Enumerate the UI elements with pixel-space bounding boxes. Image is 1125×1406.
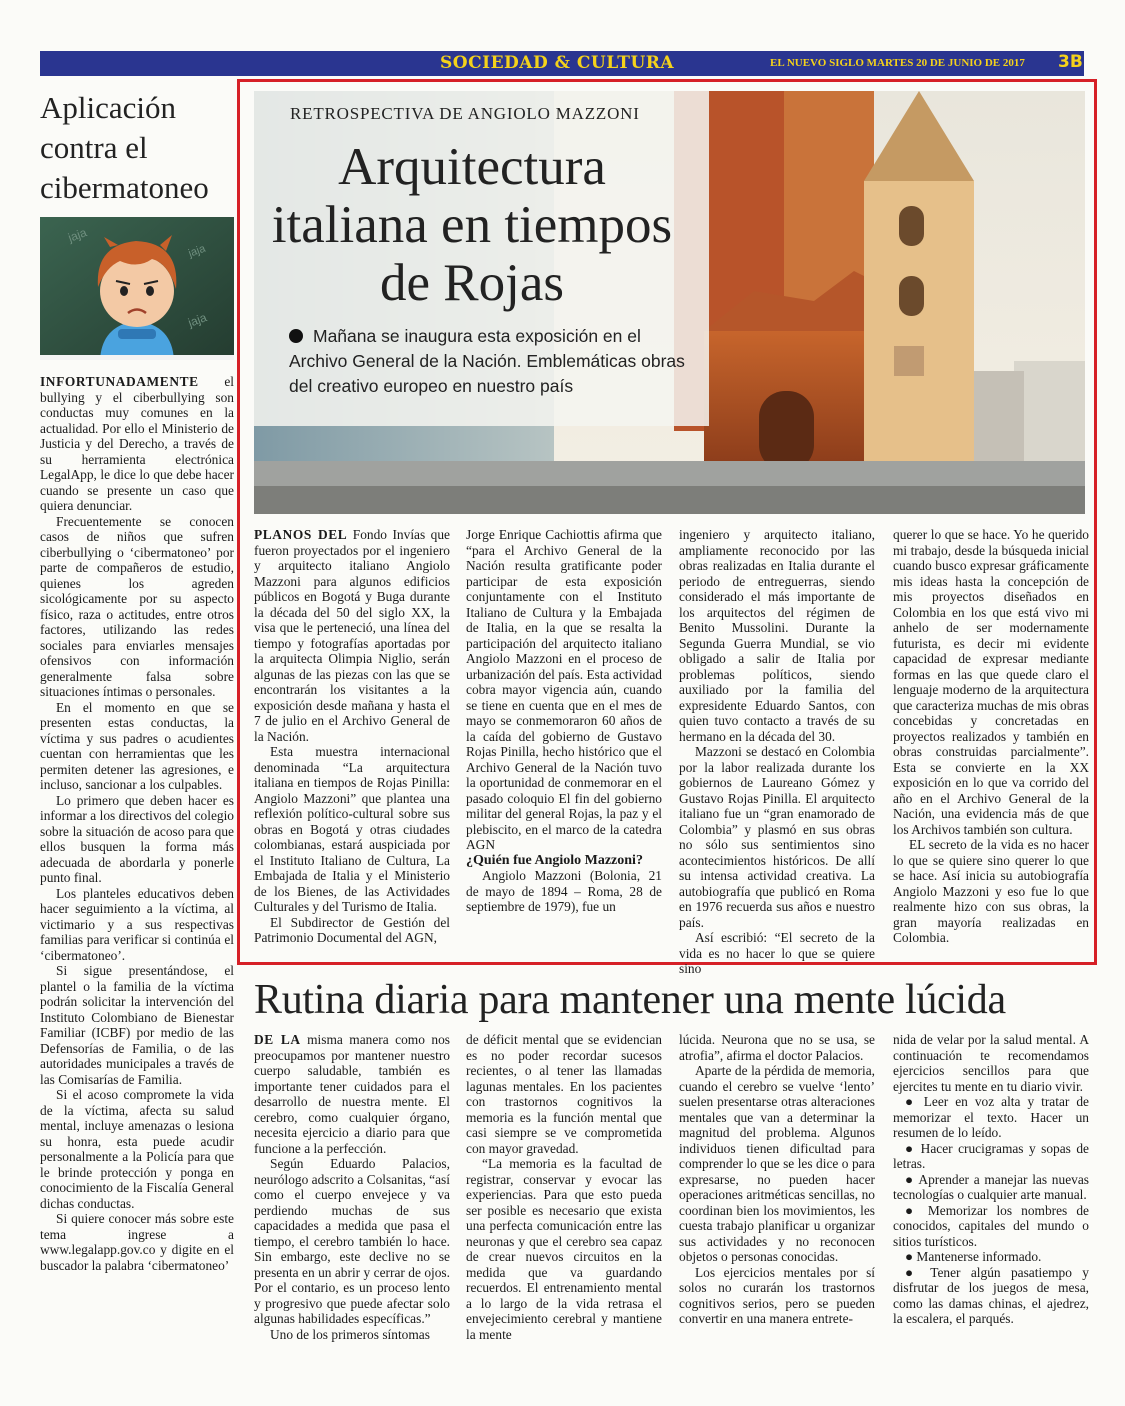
sidebar-body	[40, 374, 234, 1273]
sidebar-paragraph: INFORTUNADAMENTE el bullying y el ciberbullying son conductas muy comunes en la actualidad. Por ello el Ministerio de Justicia y del Derecho, a través de su herramienta electrónica LegalApp, le dice lo que debe hacer cuando se presente un caso que quiera denunciar.	[40, 374, 234, 513]
svg-text:jaja: jaja	[186, 242, 208, 260]
feature-column-4	[893, 527, 1089, 946]
sidebar-paragraph: Si sigue presentándose, el plantel o la familia de la víctima podrán solicitar la intervención del Instituto Colombiano de Bienestar Familiar (ICBF) por medio de las Defensorías de Familia, o de las autoridades municipales a través de las Comisarías de Familia.	[40, 963, 234, 1087]
feature-column-2	[466, 527, 662, 915]
feature-paragraph: ingeniero y arquitecto italiano, ampliamente reconocido por las obras realizadas en Italia durante el periodo de entreguerras, siendo considerado el más importante de los arquitectos del régimen de Benito Mussolini. Durante la Segunda Guerra Mundial, se vio obligado a salir de Italia por problemas políticos, siendo auxiliado por la familia del expresidente Eduardo Santos, con quien tuvo contacto a través de su hermano en la década del 30.	[679, 527, 875, 744]
article-paragraph: nida de velar por la salud mental. A continuación te recomendamos ejercicios sencillos para que ejercites tu mente en tu diario vivir.	[893, 1032, 1089, 1094]
article-paragraph: “La memoria es la facultad de registrar, conservar y evocar las experiencias. Para que esto pueda ser posible es necesario que exista una perfecta comunicación entre las neuronas y que el cerebro sea capaz de crear nuevos circuitos en la medida que va guardando recuerdos. El entrenamiento mental a lo largo de la vida retrasa el envejecimiento cerebral y mantiene la mente	[466, 1156, 662, 1342]
sidebar-headline: Aplicación contra el cibermatoneo	[40, 90, 209, 205]
article-paragraph: Los ejercicios mentales por sí solos no curarán los trastornos cognitivos serios, pero se pueden convertir en una manera entrete-	[679, 1264, 875, 1326]
sidebar-paragraph: Lo primero que deben hacer es informar a los directivos del colegio sobre la situación de acoso para que ellos busquen la forma más adecuada de abordarla y ponerle punto final.	[40, 792, 234, 885]
tip-item: ● Mantenerse informado.	[905, 1249, 1042, 1264]
dateline: EL NUEVO SIGLO MARTES 20 DE JUNIO DE 2017	[770, 57, 1025, 69]
article-column-3	[679, 1032, 875, 1327]
feature-subhead: ¿Quién fue Angiolo Mazzoni?	[466, 852, 643, 868]
article-paragraph: lúcida. Neurona que no se usa, se atrofia”, afirma el doctor Palacios.	[679, 1032, 875, 1063]
feature-deck: Mañana se inaugura esta exposición en el Archivo General de la Nación. Emblemáticas obras del creativo europeo en nuestro país	[289, 326, 685, 396]
feature-paragraph: querer lo que se hace. Yo he querido mi trabajo, desde la búsqueda inicial cuando busco expresar gráficamente mis ideas hasta la concepción de mis proyectos diseñados en Colombia en los que está vivo mi anhelo de ser modernamente futurista, es decir mi evidente capacidad de expresar mediante formas en las que quede claro el lenguaje moderno de la arquitectura que caracteriza muchas de mis obras concebidas y concretadas en proyectos realizados y también en obras construidas parcialmente”. Esta se convierte en la XX exposición en lo que va corrido del año en el Archivo General de la Nación, una evidencia más de que los Archivos también son cultura.	[893, 527, 1089, 837]
tip-item: ● Memorizar los nombres de conocidos, capitales del mundo o sitios turísticos.	[893, 1202, 1089, 1249]
article-headline: Rutina diaria para mantener una mente lúcida	[254, 977, 1006, 1023]
tip-item: ● Tener algún pasatiempo y disfrutar de los juegos de mesa, como las damas chinas, el ajedrez, la escalera, el parqués.	[893, 1264, 1089, 1326]
page-number: 3B	[1058, 52, 1083, 72]
feature-paragraph: Así escribió: “El secreto de la vida es no hacer lo que se quiere sino	[679, 930, 875, 976]
article-paragraph: Según Eduardo Palacios, neurólogo adscrito a Colsanitas, “así como el cuerpo envejece y va perdiendo muchas de sus capacidades a medida que pasa el tiempo, el cerebro también lo hace. Sin embargo, este declive no se presenta en un abrir y cerrar de ojos. Por el contario, es un proceso lento y progresivo que puede afectar solo algunas habilidades específicas.”	[254, 1156, 450, 1326]
article-column-1	[254, 1032, 450, 1342]
article-column-4	[893, 1032, 1089, 1327]
feature-column-3	[679, 527, 875, 977]
sidebar-paragraph: En el momento en que se presenten estas conductas, la víctima y sus padres o acudientes cuentan con herramientas que les permiten detener las agresiones, e incluso, sancionar a los culpables.	[40, 699, 234, 792]
tip-item: ● Aprender a manejar las nuevas tecnologías o cualquier arte manual.	[893, 1171, 1089, 1202]
feature-paragraph: El Subdirector de Gestión del Patrimonio Documental del AGN,	[254, 914, 450, 945]
article-column-2	[466, 1032, 662, 1342]
sidebar-paragraph: Los planteles educativos deben hacer seguimiento a la víctima, al victimario y a sus respectivas familias para verificar si continúa el ‘cibermatoneo’.	[40, 885, 234, 963]
feature-headline: Arquitectura italiana en tiempos de Rojas	[271, 138, 673, 312]
article-paragraph: Aparte de la pérdida de memoria, cuando el cerebro se vuelve ‘lento’ suelen presentarse otras alteraciones mentales que van a determinar la magnitud del problema. Algunos individuos tienen dificultad para comprender lo que se les dice o para expresarse, no pueden hacer operaciones aritméticas sencillas, no coordinan bien los movimientos, les cuesta trabajo planificar u organizar sus actividades y no reconocen objetos o personas conocidas.	[679, 1063, 875, 1264]
article-paragraph: DE LA misma manera como nos preocupamos por mantener nuestro cuerpo saludable, también es importante tener cuidados para el desarrollo de nuestra mente. El cerebro, como cualquier órgano, necesita ejercicio a diario para que funcione a la perfección.	[254, 1032, 450, 1156]
tip-item: ● Hacer crucigramas y sopas de letras.	[893, 1140, 1089, 1171]
feature-paragraph: Jorge Enrique Cachiottis afirma que “para el Archivo General de la Nación resulta gratificante poder participar de esta exposición conjuntamente con el Instituto Italiano de Cultura y la Embajada de Italia, en la que se resalta la participación del arquitecto italiano Angiolo Mazzoni en el proceso de urbanización del país. Esta actividad cobra mayor vigencia aún, cuando se tiene en cuenta que en el mes de mayo se conmemoraron 60 años de la caída del gobierno de Gustavo Rojas Pinilla, hecho histórico que el Archivo General de la Nación tuvo la oportunidad de conmemorar en el pasado coloquio El fin del gobierno militar del general Rojas, la paz y el plebiscito, en el marco de la catedra AGN	[466, 527, 662, 852]
bullet-dot-icon	[289, 329, 303, 343]
feature-paragraph: Mazzoni se destacó en Colombia por la labor realizada durante los gobiernos de Laureano Gómez y Gustavo Rojas Pinilla. El arquitecto italiano fue un “gran enamorado de Colombia” y plasmó en sus obras no sólo sus sentimientos sino acontecimientos históricos. De allí su intensa actividad creativa. La autobiografía que publicó en Roma en 1976 recuerda sus años e nuestro país.	[679, 744, 875, 930]
feature-paragraph: Angiolo Mazzoni (Bolonia, 21 de mayo de 1894 – Roma, 28 de septiembre de 1979), fue un	[466, 868, 662, 914]
sidebar-paragraph: Si el acoso compromete la vida de la víctima, afecta su salud mental, incluye amenazas o lesiona su honra, esta puede acudir personalmente a la Policía para que le brinde protección y ponga en conocimiento de la Fiscalía General dichas conductas.	[40, 1087, 234, 1211]
sidebar-paragraph: Si quiere conocer más sobre este tema ingrese a www.legalapp.gov.co y digite en el buscador la palabra ‘cibermatoneo’	[40, 1211, 234, 1273]
article-paragraph: Uno de los primeros síntomas	[270, 1326, 430, 1342]
svg-text:jaja: jaja	[186, 310, 209, 330]
sad-boy-illustration	[40, 217, 234, 360]
feature-paragraph: PLANOS DEL Fondo Invías que fueron proyectados por el ingeniero y arquitecto italiano Angiolo Mazzoni para algunos edificios públicos en Bogotá y Buga durante la década del 50 del siglo XX, la visa que le perteneció, una línea del tiempo y fotografías aportadas por la arquitecta Olimpia Niglio, serán algunas de las piezas con las que se encontrarán los visitantes a la exposición desde mañana y hasta el 7 de julio en el Archivo General de la Nación.	[254, 527, 450, 744]
sidebar-paragraph: Frecuentemente se conocen casos de niños que sufren ciberbullying o ‘cibermatoneo’ por parte de compañeros de estudio, quienes los agreden sicológicamente por su aspecto físico, raza o actitudes, entre otros factores, utilizando las redes sociales para enviarles mensajes ofensivos con información generalmente falsa sobre situaciones íntimas o personales.	[40, 513, 234, 699]
feature-column-1	[254, 527, 450, 946]
svg-text:jaja: jaja	[66, 225, 89, 245]
feature-kicker: RETROSPECTIVA DE ANGIOLO MAZZONI	[290, 104, 640, 123]
section-name: SOCIEDAD & CULTURA	[440, 53, 675, 73]
tip-item: ● Leer en voz alta y tratar de memorizar el texto. Hacer un resumen de lo leído.	[893, 1094, 1089, 1140]
article-paragraph: de déficit mental que se evidencian es no poder recordar sucesos recientes, o al tener las llamadas lagunas mentales. En los pacientes con trastornos cognitivos la memoria es la función mental que casi siempre se ve comprometida con mayor gravedad.	[466, 1032, 662, 1156]
feature-paragraph: EL secreto de la vida es no hacer lo que se quiere sino querer lo que se hace. Así inicia su autobiografía Angiolo Mazzoni y eso fue lo que realmente hizo con sus obras, la gran mayoría realizadas en Colombia.	[893, 837, 1089, 945]
feature-paragraph: Esta muestra internacional denominada “La arquitectura italiana en tiempos de Rojas Pinilla: Angiolo Mazzoni” que plantea una reflexión político-cultural sobre sus obras en Bogotá y otras ciudades colombianas, estará auspiciada por el Instituto Italiano de Cultura, La Embajada de Italia y el Ministerio de los Bienes, de las Actividades Culturales y del Turismo de Italia.	[254, 744, 450, 914]
